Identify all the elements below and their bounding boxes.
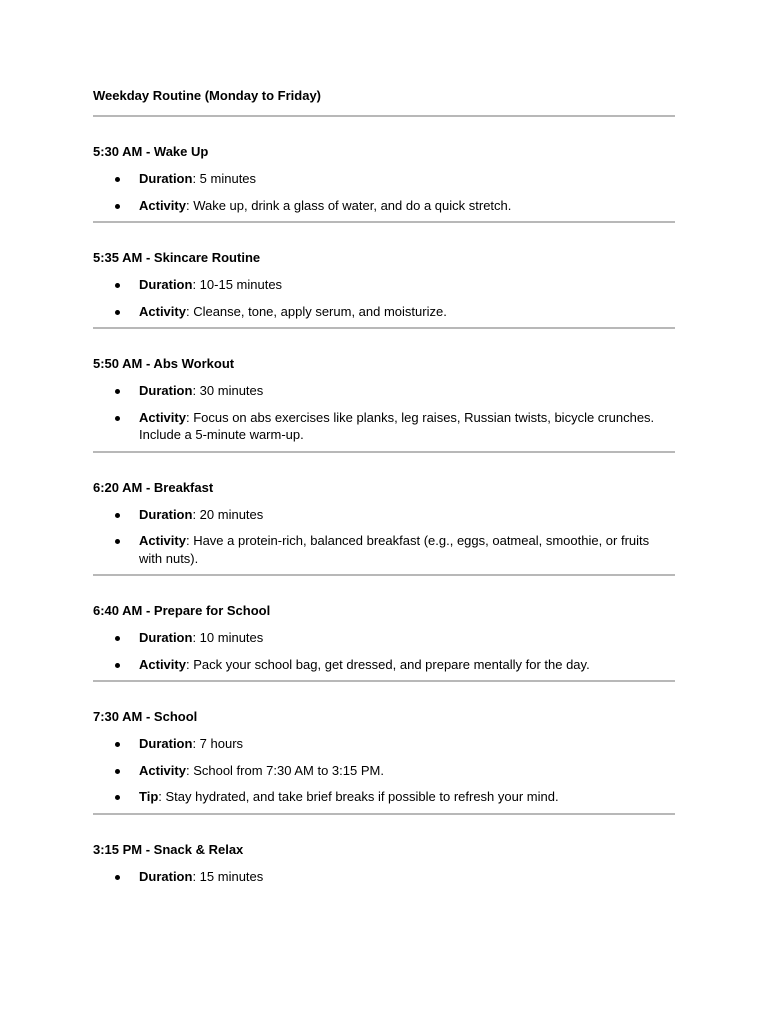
routine-section [93, 117, 675, 223]
item-label: Duration [139, 171, 193, 186]
item-label: Duration [139, 383, 193, 398]
list-item [93, 762, 675, 780]
item-text: : Focus on abs exercises like planks, leg raises, Russian twists, bicycle crunches. Include a 5-minute warm-up. [139, 409, 655, 442]
item-label: Activity [139, 762, 186, 778]
item-text: : 5 minutes [192, 171, 257, 186]
bullet-icon [115, 795, 120, 800]
item-text: : 20 minutes [192, 506, 264, 522]
section-heading: 5:50 AM - Abs Workout [93, 356, 235, 371]
document-title: Weekday Routine (Monday to Friday) [93, 88, 322, 103]
bullet-icon [115, 283, 120, 288]
bullet-list [93, 629, 675, 673]
list-item [93, 382, 675, 400]
item-text: : Wake up, drink a glass of water, and do a quick stretch. [185, 197, 512, 213]
bullet-icon [115, 204, 120, 209]
routine-sections [93, 117, 675, 885]
item-label: Activity [139, 409, 186, 425]
item-label: Duration [139, 868, 193, 884]
routine-section [93, 453, 675, 577]
section-heading: 6:40 AM - Prepare for School [93, 603, 271, 618]
item-label: Duration [139, 277, 193, 292]
item-label: Tip [139, 789, 159, 804]
item-text: : 10-15 minutes [192, 277, 283, 292]
item-label: Duration [139, 506, 193, 522]
bullet-icon [115, 513, 120, 518]
item-text: : Pack your school bag, get dressed, and prepare mentally for the day. [185, 656, 590, 672]
bullet-list [93, 276, 675, 320]
item-label: Activity [139, 533, 186, 548]
item-text: : 15 minutes [192, 868, 264, 884]
bullet-list [93, 735, 675, 806]
bullet-icon [115, 310, 120, 315]
list-item [93, 170, 675, 188]
list-item [93, 276, 675, 294]
list-item [93, 506, 675, 524]
section-heading: 5:35 AM - Skincare Routine [93, 250, 261, 265]
section-heading: 7:30 AM - School [93, 709, 198, 724]
list-item [93, 629, 675, 647]
item-text: : Cleanse, tone, apply serum, and moisturize. [185, 303, 447, 319]
list-item [93, 532, 675, 567]
item-text: : Have a protein-rich, balanced breakfast (e.g., eggs, oatmeal, smoothie, or fruits with nuts). [139, 533, 650, 566]
bullet-icon [115, 663, 120, 668]
bullet-icon [115, 416, 120, 421]
item-label: Activity [139, 303, 186, 319]
document-page [93, 86, 675, 885]
item-label: Activity [139, 656, 186, 672]
bullet-list [93, 506, 675, 568]
section-heading: 6:20 AM - Breakfast [93, 479, 214, 495]
routine-section [93, 223, 675, 329]
item-text: : Stay hydrated, and take brief breaks if possible to refresh your mind. [158, 789, 559, 804]
list-item [93, 409, 675, 444]
bullet-icon [115, 389, 120, 394]
item-text: : 10 minutes [192, 630, 264, 645]
bullet-icon [115, 875, 120, 880]
bullet-icon [115, 769, 120, 774]
bullet-icon [115, 177, 120, 182]
section-heading: 3:15 PM - Snack & Relax [93, 841, 244, 857]
list-item [93, 735, 675, 753]
routine-section [93, 682, 675, 815]
bullet-list [93, 868, 675, 886]
list-item [93, 303, 675, 321]
item-label: Duration [139, 630, 193, 645]
bullet-list [93, 170, 675, 214]
list-item [93, 788, 675, 806]
list-item [93, 197, 675, 215]
section-heading: 5:30 AM - Wake Up [93, 144, 209, 159]
item-text: : 7 hours [192, 736, 244, 751]
bullet-icon [115, 742, 120, 747]
routine-section [93, 815, 675, 886]
item-label: Duration [139, 736, 193, 751]
item-text: : School from 7:30 AM to 3:15 PM. [185, 762, 384, 778]
routine-section [93, 329, 675, 453]
item-text: : 30 minutes [192, 383, 264, 398]
routine-section [93, 576, 675, 682]
bullet-list [93, 382, 675, 444]
item-label: Activity [139, 197, 186, 213]
bullet-icon [115, 636, 120, 641]
list-item [93, 656, 675, 674]
bullet-icon [115, 539, 120, 544]
list-item [93, 868, 675, 886]
